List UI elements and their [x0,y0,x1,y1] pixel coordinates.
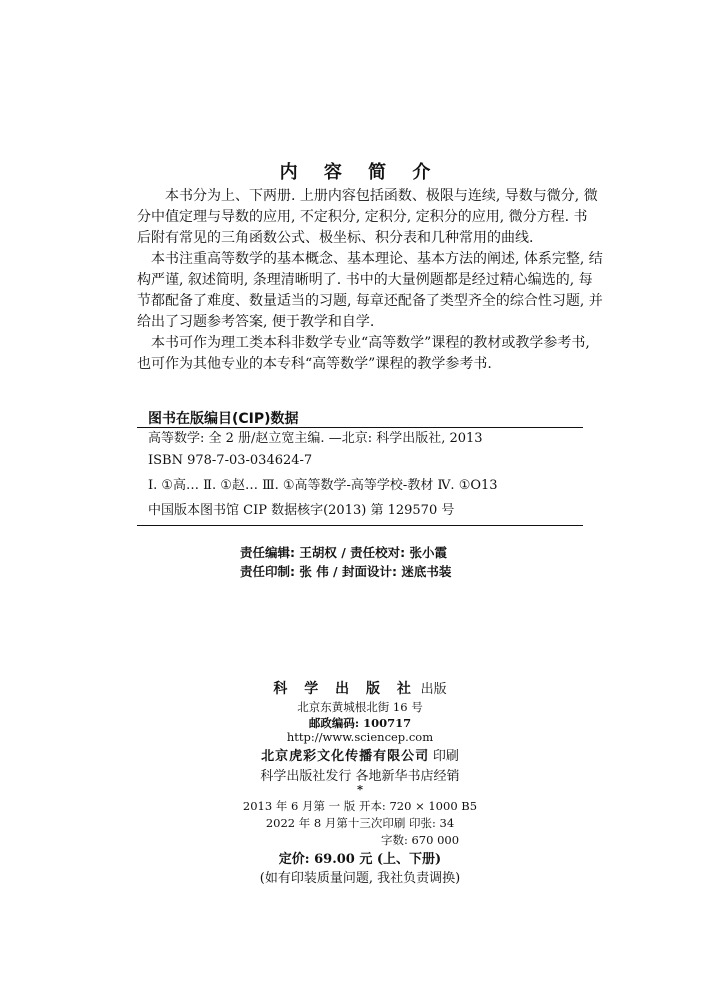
cip-divider [137,525,583,526]
cip-heading: 图书在版编目(CIP)数据 [148,411,299,427]
publisher-logo: 科 学 出 版 社 [273,681,417,697]
summary-line: 节都配备了难度、数量适当的习题, 每章还配备了类型齐全的综合性习题, 并 [137,293,603,309]
summary-title: 内 容 简 介 [279,162,441,183]
separator-star: * [356,782,363,796]
publisher-postcode: 邮政编码: 100717 [308,716,412,730]
distribution: 科学出版社发行 各地新华书店经销 [260,769,460,784]
edition-info: 2013 年 6 月第 一 版 开本: 720 × 1000 B5 [242,799,478,813]
editor-line: 责任印制: 张 伟 / 封面设计: 迷底书装 [240,564,452,579]
summary-line: 也可作为其他专业的本专科“高等数学”课程的教学参考书. [137,356,492,372]
publisher-website: http://www.sciencep.com [286,730,434,744]
printer-logo: 北京虎彩文化传播有限公司 [261,749,430,764]
publisher-address: 北京东黄城根北街 16 号 [297,700,423,714]
summary-line: 分中值定理与导数的应用, 不定积分, 定积分, 定积分的应用, 微分方程. 书 [137,209,588,225]
summary-line: 本书分为上、下两册. 上册内容包括函数、极限与连续, 导数与微分, 微 [165,188,598,204]
cip-divider [137,427,583,428]
cip-title-line: 高等数学: 全 2 册/赵立宽主编. —北京: 科学出版社, 2013 [148,431,483,446]
summary-line: 给出了习题参考答案, 便于教学和自学. [137,314,375,330]
printing-info: 2022 年 8 月第十三次印刷 印张: 34 [265,816,455,830]
cip-isbn: ISBN 978-7-03-034624-7 [148,453,313,468]
word-count: 字数: 670 000 [380,833,460,847]
summary-line: 构严谨, 叙述简明, 条理清晰明了. 书中的大量例题都是经过精心编选的, 每 [137,272,593,288]
printer-name [0,745,720,764]
publisher-name [0,678,720,698]
editor-line: 责任编辑: 王胡权 / 责任校对: 张小霞 [240,545,447,560]
printer-suffix: 印刷 [432,749,459,764]
quality-notice: (如有印装质量问题, 我社负责调换) [259,871,461,886]
price: 定价: 69.00 元 (上、下册) [278,852,442,867]
summary-line: 本书注重高等数学的基本概念、基本理论、基本方法的阐述, 体系完整, 结 [151,251,603,267]
summary-line: 后附有常见的三角函数公式、极坐标、积分表和几种常用的曲线. [137,230,534,246]
summary-line: 本书可作为理工类本科非数学专业“高等数学”课程的教材或教学参考书, [151,335,590,351]
cip-classification: Ⅰ. ①高… Ⅱ. ①赵… Ⅲ. ①高等数学-高等学校-教材 Ⅳ. ①O13 [148,478,498,493]
publisher-suffix: 出版 [420,682,447,697]
cip-number: 中国版本图书馆 CIP 数据核字(2013) 第 129570 号 [148,503,455,518]
